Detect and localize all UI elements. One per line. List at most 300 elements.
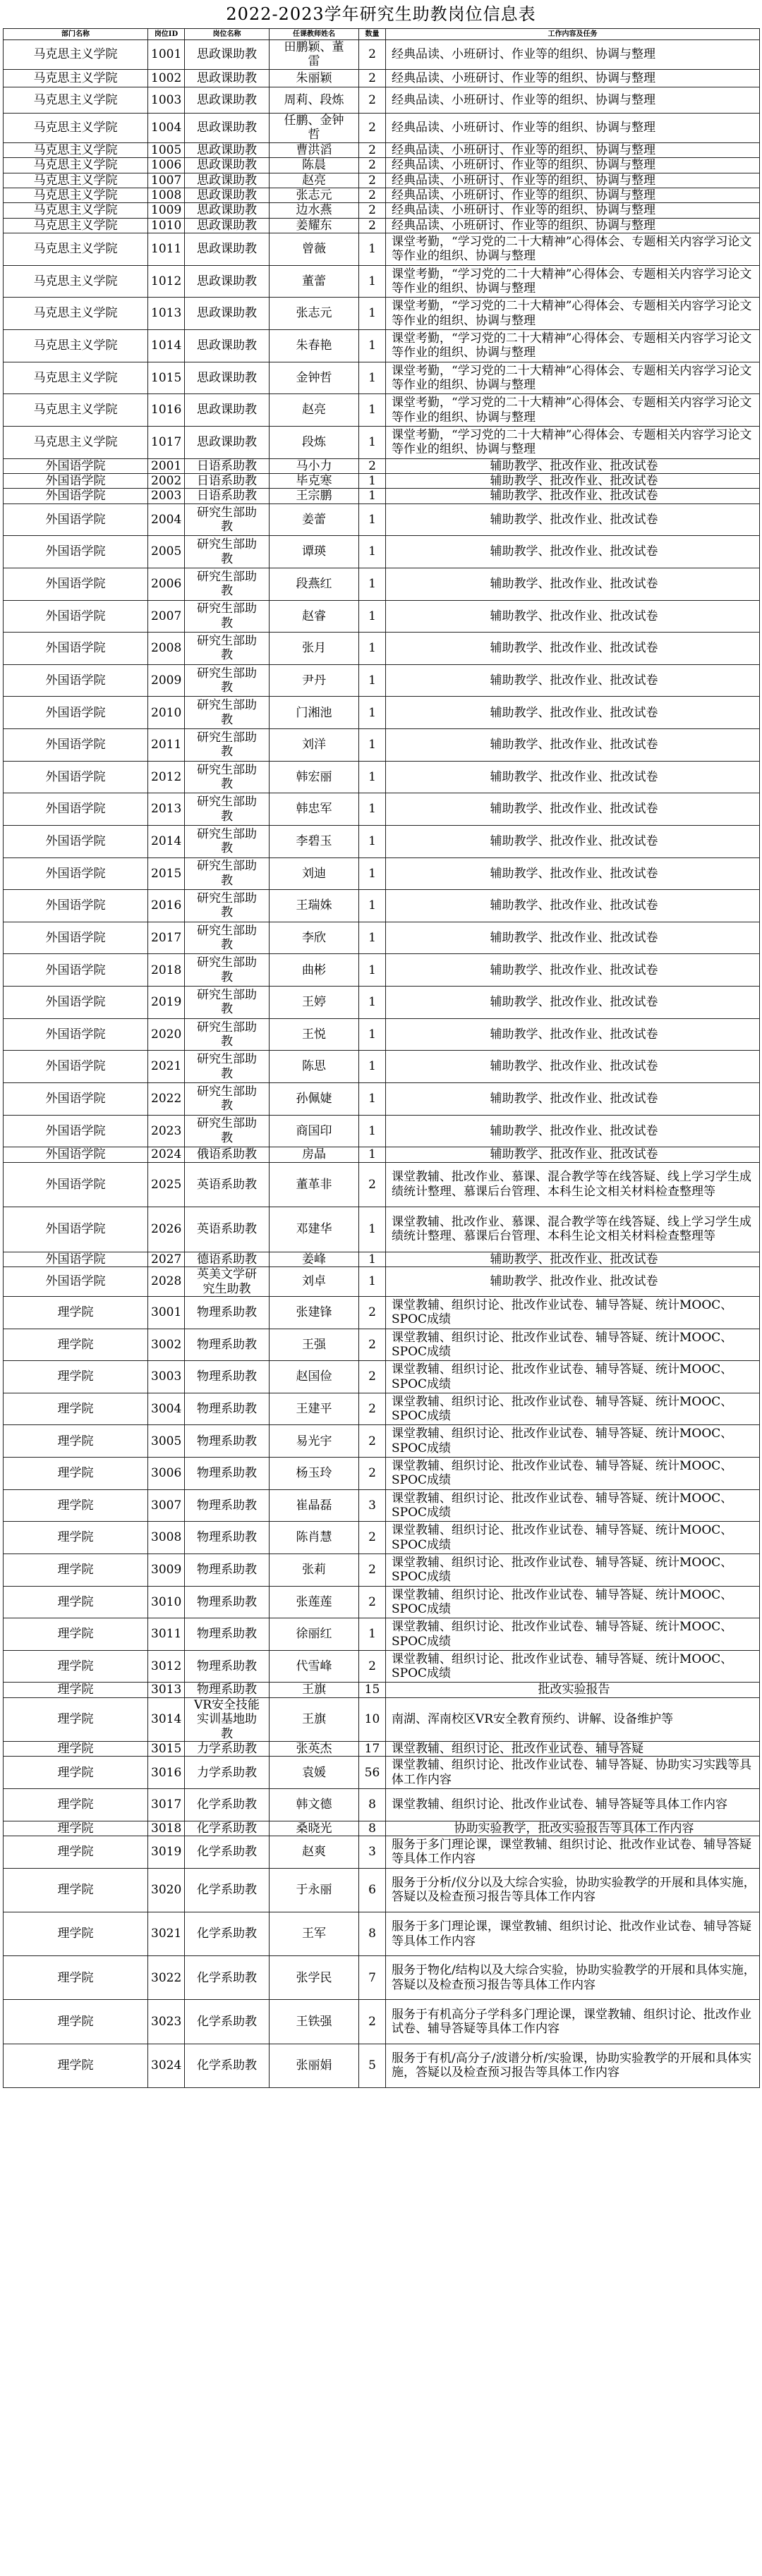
table-row bbox=[4, 1458, 760, 1490]
cell-department: 外国语学院 bbox=[4, 1147, 148, 1162]
cell-post-id: 3016 bbox=[148, 1757, 185, 1789]
cell-post-id: 2017 bbox=[148, 922, 185, 954]
cell-duties: 课堂教辅、组织讨论、批改作业试卷、辅导答疑、协助实习实践等具体工作内容 bbox=[386, 1757, 760, 1789]
cell-department: 理学院 bbox=[4, 1742, 148, 1757]
cell-department: 马克思主义学院 bbox=[4, 69, 148, 87]
cell-duties: 辅助教学、批改作业、批改试卷 bbox=[386, 1115, 760, 1147]
cell-post-id: 1006 bbox=[148, 158, 185, 173]
cell-post-name: 化学系助教 bbox=[185, 1836, 270, 1869]
table-row bbox=[4, 1821, 760, 1836]
cell-post-id: 3011 bbox=[148, 1618, 185, 1651]
cell-teacher: 徐丽红 bbox=[270, 1618, 359, 1651]
cell-post-name: 研究生部助 教 bbox=[185, 600, 270, 633]
cell-duties: 课堂教辅、组织讨论、批改作业试卷、辅导答疑 bbox=[386, 1742, 760, 1757]
cell-post-id: 2026 bbox=[148, 1207, 185, 1252]
cell-quantity: 2 bbox=[359, 1393, 386, 1425]
table-row bbox=[4, 1586, 760, 1618]
cell-teacher: 王军 bbox=[270, 1912, 359, 1955]
cell-department: 理学院 bbox=[4, 1393, 148, 1425]
table-row bbox=[4, 1361, 760, 1393]
cell-post-id: 2014 bbox=[148, 825, 185, 857]
cell-department: 理学院 bbox=[4, 1757, 148, 1789]
cell-teacher: 曲彬 bbox=[270, 954, 359, 987]
table-row bbox=[4, 1147, 760, 1162]
table-row bbox=[4, 394, 760, 427]
cell-department: 理学院 bbox=[4, 1522, 148, 1554]
cell-teacher: 王旗 bbox=[270, 1683, 359, 1697]
cell-department: 理学院 bbox=[4, 2044, 148, 2087]
cell-post-id: 3010 bbox=[148, 1586, 185, 1618]
cell-teacher: 刘迪 bbox=[270, 857, 359, 890]
table-row bbox=[4, 265, 760, 298]
cell-quantity: 1 bbox=[359, 426, 386, 458]
cell-duties: 协助实验教学，批改实验报告等具体工作内容 bbox=[386, 1821, 760, 1836]
cell-duties: 经典品读、小班研讨、作业等的组织、协调与整理 bbox=[386, 188, 760, 202]
cell-post-id: 2001 bbox=[148, 458, 185, 473]
cell-department: 马克思主义学院 bbox=[4, 265, 148, 298]
cell-duties: 课堂考勤，“学习党的二十大精神”心得体会、专题相关内容学习论文等作业的组织、协调与整理 bbox=[386, 394, 760, 427]
cell-post-id: 2019 bbox=[148, 987, 185, 1019]
cell-duties: 辅助教学、批改作业、批改试卷 bbox=[386, 1267, 760, 1297]
cell-post-name: 物理系助教 bbox=[185, 1329, 270, 1361]
cell-department: 外国语学院 bbox=[4, 1207, 148, 1252]
cell-department: 外国语学院 bbox=[4, 568, 148, 600]
cell-teacher: 易光宇 bbox=[270, 1425, 359, 1458]
cell-duties: 辅助教学、批改作业、批改试卷 bbox=[386, 857, 760, 890]
cell-post-id: 1003 bbox=[148, 87, 185, 113]
cell-teacher: 曾薇 bbox=[270, 233, 359, 266]
cell-teacher: 桑晓光 bbox=[270, 1821, 359, 1836]
cell-quantity: 1 bbox=[359, 568, 386, 600]
table-row bbox=[4, 729, 760, 762]
cell-teacher: 李碧玉 bbox=[270, 825, 359, 857]
cell-duties: 辅助教学、批改作业、批改试卷 bbox=[386, 729, 760, 762]
cell-duties: 服务于分析/仪分以及大综合实验，协助实验教学的开展和具体实施，答疑以及检查预习报告等具体工作内容 bbox=[386, 1868, 760, 1912]
cell-department: 外国语学院 bbox=[4, 1162, 148, 1207]
cell-department: 理学院 bbox=[4, 1650, 148, 1683]
cell-post-name: 思政课助教 bbox=[185, 158, 270, 173]
cell-post-id: 2003 bbox=[148, 489, 185, 503]
cell-teacher: 朱丽颖 bbox=[270, 69, 359, 87]
cell-quantity: 5 bbox=[359, 2044, 386, 2087]
cell-post-name: 日语系助教 bbox=[185, 458, 270, 473]
cell-post-name: 思政课助教 bbox=[185, 265, 270, 298]
cell-post-id: 3023 bbox=[148, 2000, 185, 2044]
table-row bbox=[4, 1868, 760, 1912]
cell-teacher: 王婷 bbox=[270, 987, 359, 1019]
cell-quantity: 1 bbox=[359, 954, 386, 987]
cell-post-name: 思政课助教 bbox=[185, 362, 270, 394]
table-row bbox=[4, 87, 760, 113]
cell-duties: 辅助教学、批改作业、批改试卷 bbox=[386, 1018, 760, 1051]
cell-quantity: 2 bbox=[359, 142, 386, 157]
cell-post-id: 3024 bbox=[148, 2044, 185, 2087]
cell-teacher: 韩宏丽 bbox=[270, 761, 359, 793]
cell-duties: 服务于多门理论课，课堂教辅、组织讨论、批改作业试卷、辅导答疑等具体工作内容 bbox=[386, 1836, 760, 1869]
cell-quantity: 2 bbox=[359, 173, 386, 188]
cell-department: 外国语学院 bbox=[4, 697, 148, 729]
cell-post-id: 2016 bbox=[148, 890, 185, 922]
table-row bbox=[4, 1489, 760, 1522]
cell-post-id: 3013 bbox=[148, 1683, 185, 1697]
cell-duties: 课堂考勤，“学习党的二十大精神”心得体会、专题相关内容学习论文等作业的组织、协调与整理 bbox=[386, 265, 760, 298]
table-row bbox=[4, 954, 760, 987]
cell-department: 马克思主义学院 bbox=[4, 158, 148, 173]
table-row bbox=[4, 1115, 760, 1147]
cell-post-name: 思政课助教 bbox=[185, 233, 270, 266]
cell-department: 外国语学院 bbox=[4, 761, 148, 793]
cell-department: 理学院 bbox=[4, 1553, 148, 1586]
cell-quantity: 1 bbox=[359, 1051, 386, 1083]
cell-department: 马克思主义学院 bbox=[4, 142, 148, 157]
cell-post-id: 1017 bbox=[148, 426, 185, 458]
cell-quantity: 8 bbox=[359, 1912, 386, 1955]
table-row bbox=[4, 922, 760, 954]
table-row bbox=[4, 489, 760, 503]
table-body bbox=[4, 40, 760, 2088]
cell-duties: 辅助教学、批改作业、批改试卷 bbox=[386, 697, 760, 729]
cell-post-id: 2022 bbox=[148, 1082, 185, 1115]
cell-department: 外国语学院 bbox=[4, 793, 148, 826]
cell-quantity: 3 bbox=[359, 1489, 386, 1522]
cell-teacher: 于永丽 bbox=[270, 1868, 359, 1912]
cell-quantity: 2 bbox=[359, 1296, 386, 1329]
cell-post-name: 研究生部助 教 bbox=[185, 1051, 270, 1083]
cell-department: 马克思主义学院 bbox=[4, 173, 148, 188]
cell-quantity: 1 bbox=[359, 362, 386, 394]
cell-post-id: 3001 bbox=[148, 1296, 185, 1329]
cell-post-name: 思政课助教 bbox=[185, 218, 270, 233]
cell-quantity: 1 bbox=[359, 729, 386, 762]
cell-department: 理学院 bbox=[4, 1956, 148, 2000]
cell-duties: 经典品读、小班研讨、作业等的组织、协调与整理 bbox=[386, 40, 760, 70]
cell-post-id: 3008 bbox=[148, 1522, 185, 1554]
cell-quantity: 1 bbox=[359, 265, 386, 298]
cell-quantity: 2 bbox=[359, 1329, 386, 1361]
cell-duties: 经典品读、小班研讨、作业等的组织、协调与整理 bbox=[386, 203, 760, 218]
cell-post-name: 化学系助教 bbox=[185, 1912, 270, 1955]
cell-post-id: 2020 bbox=[148, 1018, 185, 1051]
cell-teacher: 王宗鹏 bbox=[270, 489, 359, 503]
cell-duties: 辅助教学、批改作业、批改试卷 bbox=[386, 568, 760, 600]
cell-teacher: 王悦 bbox=[270, 1018, 359, 1051]
cell-teacher: 赵亮 bbox=[270, 173, 359, 188]
cell-post-id: 1016 bbox=[148, 394, 185, 427]
cell-quantity: 2 bbox=[359, 158, 386, 173]
cell-department: 外国语学院 bbox=[4, 489, 148, 503]
cell-teacher: 田鹏颖、董 雷 bbox=[270, 40, 359, 70]
cell-teacher: 边水燕 bbox=[270, 203, 359, 218]
cell-teacher: 朱春艳 bbox=[270, 330, 359, 362]
table-row bbox=[4, 761, 760, 793]
cell-teacher: 袁媛 bbox=[270, 1757, 359, 1789]
cell-teacher: 赵睿 bbox=[270, 600, 359, 633]
cell-teacher: 张志元 bbox=[270, 188, 359, 202]
cell-quantity: 2 bbox=[359, 458, 386, 473]
cell-quantity: 2 bbox=[359, 69, 386, 87]
cell-post-name: 研究生部助 教 bbox=[185, 890, 270, 922]
cell-post-name: 思政课助教 bbox=[185, 330, 270, 362]
cell-post-id: 1013 bbox=[148, 298, 185, 330]
cell-department: 马克思主义学院 bbox=[4, 87, 148, 113]
cell-quantity: 1 bbox=[359, 503, 386, 536]
cell-duties: 辅助教学、批改作业、批改试卷 bbox=[386, 458, 760, 473]
table-row bbox=[4, 298, 760, 330]
table-row bbox=[4, 1082, 760, 1115]
cell-duties: 辅助教学、批改作业、批改试卷 bbox=[386, 664, 760, 697]
cell-post-name: 研究生部助 教 bbox=[185, 729, 270, 762]
table-row bbox=[4, 1018, 760, 1051]
cell-duties: 课堂考勤，“学习党的二十大精神”心得体会、专题相关内容学习论文等作业的组织、协调与整理 bbox=[386, 233, 760, 266]
cell-teacher: 王强 bbox=[270, 1329, 359, 1361]
cell-teacher: 尹丹 bbox=[270, 664, 359, 697]
cell-teacher: 赵亮 bbox=[270, 394, 359, 427]
cell-duties: 课堂教辅、批改作业、慕课、混合教学等在线答疑、线上学习学生成绩统计整理、慕课后台管理、本科生论文相关材料检查整理等 bbox=[386, 1207, 760, 1252]
cell-duties: 辅助教学、批改作业、批改试卷 bbox=[386, 922, 760, 954]
cell-quantity: 10 bbox=[359, 1697, 386, 1741]
cell-department: 外国语学院 bbox=[4, 503, 148, 536]
cell-duties: 辅助教学、批改作业、批改试卷 bbox=[386, 489, 760, 503]
cell-department: 外国语学院 bbox=[4, 729, 148, 762]
cell-teacher: 陈晨 bbox=[270, 158, 359, 173]
table-row bbox=[4, 158, 760, 173]
cell-post-id: 3014 bbox=[148, 1697, 185, 1741]
cell-quantity: 2 bbox=[359, 1361, 386, 1393]
cell-quantity: 1 bbox=[359, 633, 386, 665]
cell-post-name: 研究生部助 教 bbox=[185, 987, 270, 1019]
cell-teacher: 董蕾 bbox=[270, 265, 359, 298]
cell-post-id: 3012 bbox=[148, 1650, 185, 1683]
cell-post-name: 物理系助教 bbox=[185, 1393, 270, 1425]
cell-quantity: 1 bbox=[359, 1018, 386, 1051]
cell-teacher: 商国印 bbox=[270, 1115, 359, 1147]
cell-department: 马克思主义学院 bbox=[4, 40, 148, 70]
table-row bbox=[4, 1296, 760, 1329]
cell-department: 外国语学院 bbox=[4, 922, 148, 954]
cell-post-id: 3018 bbox=[148, 1821, 185, 1836]
cell-post-id: 1011 bbox=[148, 233, 185, 266]
table-row bbox=[4, 536, 760, 568]
table-header bbox=[4, 29, 760, 40]
cell-teacher: 姜峰 bbox=[270, 1252, 359, 1266]
cell-duties: 课堂教辅、组织讨论、批改作业试卷、辅导答疑、统计MOOC、SPOC成绩 bbox=[386, 1361, 760, 1393]
table-row bbox=[4, 1162, 760, 1207]
cell-teacher: 任鹏、金钟 哲 bbox=[270, 114, 359, 143]
cell-duties: 课堂教辅、组织讨论、批改作业试卷、辅导答疑、统计MOOC、SPOC成绩 bbox=[386, 1489, 760, 1522]
cell-duties: 辅助教学、批改作业、批改试卷 bbox=[386, 536, 760, 568]
cell-teacher: 张建锋 bbox=[270, 1296, 359, 1329]
cell-quantity: 1 bbox=[359, 473, 386, 488]
cell-post-name: 思政课助教 bbox=[185, 203, 270, 218]
cell-post-name: 物理系助教 bbox=[185, 1618, 270, 1651]
cell-quantity: 7 bbox=[359, 1956, 386, 2000]
cell-quantity: 1 bbox=[359, 1207, 386, 1252]
cell-post-id: 1014 bbox=[148, 330, 185, 362]
table-row bbox=[4, 1697, 760, 1741]
cell-teacher: 杨玉玲 bbox=[270, 1458, 359, 1490]
cell-duties: 经典品读、小班研讨、作业等的组织、协调与整理 bbox=[386, 114, 760, 143]
table-row bbox=[4, 600, 760, 633]
cell-teacher: 段炼 bbox=[270, 426, 359, 458]
table-row bbox=[4, 503, 760, 536]
cell-duties: 课堂考勤，“学习党的二十大精神”心得体会、专题相关内容学习论文等作业的组织、协调与整理 bbox=[386, 330, 760, 362]
cell-department: 外国语学院 bbox=[4, 1267, 148, 1297]
cell-quantity: 2 bbox=[359, 188, 386, 202]
cell-teacher: 段燕红 bbox=[270, 568, 359, 600]
cell-quantity: 1 bbox=[359, 330, 386, 362]
cell-post-name: 研究生部助 教 bbox=[185, 761, 270, 793]
cell-duties: 辅助教学、批改作业、批改试卷 bbox=[386, 600, 760, 633]
cell-post-name: 思政课助教 bbox=[185, 173, 270, 188]
cell-teacher: 王铁强 bbox=[270, 2000, 359, 2044]
cell-department: 理学院 bbox=[4, 1789, 148, 1821]
cell-duties: 南湖、浑南校区VR安全教育预约、讲解、设备维护等 bbox=[386, 1697, 760, 1741]
cell-quantity: 8 bbox=[359, 1789, 386, 1821]
cell-post-name: 物理系助教 bbox=[185, 1361, 270, 1393]
cell-post-name: 化学系助教 bbox=[185, 1868, 270, 1912]
cell-teacher: 周莉、段炼 bbox=[270, 87, 359, 113]
cell-duties: 辅助教学、批改作业、批改试卷 bbox=[386, 761, 760, 793]
table-row bbox=[4, 40, 760, 70]
cell-post-id: 1002 bbox=[148, 69, 185, 87]
cell-teacher: 刘卓 bbox=[270, 1267, 359, 1297]
cell-post-name: 英美文学研 究生助教 bbox=[185, 1267, 270, 1297]
cell-post-id: 1008 bbox=[148, 188, 185, 202]
cell-teacher: 王瑞姝 bbox=[270, 890, 359, 922]
cell-department: 外国语学院 bbox=[4, 1051, 148, 1083]
cell-duties: 课堂教辅、批改作业、慕课、混合教学等在线答疑、线上学习学生成绩统计整理、慕课后台管理、本科生论文相关材料检查整理等 bbox=[386, 1162, 760, 1207]
table-row bbox=[4, 473, 760, 488]
cell-quantity: 2 bbox=[359, 87, 386, 113]
cell-department: 理学院 bbox=[4, 1697, 148, 1741]
cell-quantity: 1 bbox=[359, 890, 386, 922]
header-department: 部门名称 bbox=[4, 29, 148, 40]
cell-post-name: 物理系助教 bbox=[185, 1650, 270, 1683]
cell-quantity: 2 bbox=[359, 1586, 386, 1618]
table-row bbox=[4, 1650, 760, 1683]
cell-duties: 辅助教学、批改作业、批改试卷 bbox=[386, 825, 760, 857]
cell-post-name: 思政课助教 bbox=[185, 87, 270, 113]
cell-duties: 服务于物化/结构以及大综合实验，协助实验教学的开展和具体实施，答疑以及检查预习报告等具体工作内容 bbox=[386, 1956, 760, 2000]
cell-department: 外国语学院 bbox=[4, 473, 148, 488]
table-row bbox=[4, 890, 760, 922]
cell-post-id: 2010 bbox=[148, 697, 185, 729]
cell-post-name: 研究生部助 教 bbox=[185, 536, 270, 568]
cell-quantity: 2 bbox=[359, 203, 386, 218]
cell-teacher: 韩忠军 bbox=[270, 793, 359, 826]
cell-department: 马克思主义学院 bbox=[4, 218, 148, 233]
cell-quantity: 1 bbox=[359, 857, 386, 890]
cell-post-id: 2004 bbox=[148, 503, 185, 536]
table-row bbox=[4, 633, 760, 665]
cell-duties: 辅助教学、批改作业、批改试卷 bbox=[386, 1252, 760, 1266]
table-row bbox=[4, 1522, 760, 1554]
cell-quantity: 8 bbox=[359, 1821, 386, 1836]
cell-quantity: 1 bbox=[359, 600, 386, 633]
cell-post-name: 研究生部助 教 bbox=[185, 1018, 270, 1051]
table-row bbox=[4, 857, 760, 890]
cell-quantity: 1 bbox=[359, 1252, 386, 1266]
table-row bbox=[4, 568, 760, 600]
cell-post-name: 化学系助教 bbox=[185, 1821, 270, 1836]
cell-post-name: 研究生部助 教 bbox=[185, 857, 270, 890]
cell-post-id: 1004 bbox=[148, 114, 185, 143]
table-row bbox=[4, 203, 760, 218]
cell-post-id: 3015 bbox=[148, 1742, 185, 1757]
header-row bbox=[4, 29, 760, 40]
cell-post-name: 研究生部助 教 bbox=[185, 503, 270, 536]
cell-quantity: 17 bbox=[359, 1742, 386, 1757]
cell-duties: 经典品读、小班研讨、作业等的组织、协调与整理 bbox=[386, 142, 760, 157]
cell-duties: 课堂考勤，“学习党的二十大精神”心得体会、专题相关内容学习论文等作业的组织、协调与整理 bbox=[386, 298, 760, 330]
table-row bbox=[4, 458, 760, 473]
cell-teacher: 马小力 bbox=[270, 458, 359, 473]
table-row bbox=[4, 233, 760, 266]
cell-quantity: 1 bbox=[359, 1147, 386, 1162]
cell-teacher: 代雪峰 bbox=[270, 1650, 359, 1683]
cell-post-id: 2002 bbox=[148, 473, 185, 488]
cell-teacher: 房晶 bbox=[270, 1147, 359, 1162]
cell-duties: 课堂教辅、组织讨论、批改作业试卷、辅导答疑、统计MOOC、SPOC成绩 bbox=[386, 1650, 760, 1683]
cell-duties: 辅助教学、批改作业、批改试卷 bbox=[386, 954, 760, 987]
cell-department: 外国语学院 bbox=[4, 633, 148, 665]
cell-quantity: 1 bbox=[359, 536, 386, 568]
cell-post-id: 2012 bbox=[148, 761, 185, 793]
header-quantity: 数量 bbox=[359, 29, 386, 40]
cell-quantity: 56 bbox=[359, 1757, 386, 1789]
cell-post-name: 力学系助教 bbox=[185, 1757, 270, 1789]
cell-quantity: 2 bbox=[359, 1162, 386, 1207]
table-row bbox=[4, 1051, 760, 1083]
cell-quantity: 1 bbox=[359, 825, 386, 857]
cell-department: 外国语学院 bbox=[4, 458, 148, 473]
cell-duties: 辅助教学、批改作业、批改试卷 bbox=[386, 1082, 760, 1115]
cell-department: 外国语学院 bbox=[4, 857, 148, 890]
cell-department: 理学院 bbox=[4, 1912, 148, 1955]
cell-post-name: 化学系助教 bbox=[185, 1789, 270, 1821]
cell-duties: 经典品读、小班研讨、作业等的组织、协调与整理 bbox=[386, 218, 760, 233]
cell-post-name: 物理系助教 bbox=[185, 1522, 270, 1554]
table-row bbox=[4, 1683, 760, 1697]
cell-quantity: 1 bbox=[359, 1082, 386, 1115]
cell-post-name: 思政课助教 bbox=[185, 188, 270, 202]
cell-teacher: 张英杰 bbox=[270, 1742, 359, 1757]
cell-quantity: 3 bbox=[359, 1836, 386, 1869]
cell-post-name: 英语系助教 bbox=[185, 1162, 270, 1207]
cell-department: 理学院 bbox=[4, 1458, 148, 1490]
cell-teacher: 张志元 bbox=[270, 298, 359, 330]
table-row bbox=[4, 664, 760, 697]
cell-department: 马克思主义学院 bbox=[4, 330, 148, 362]
cell-post-id: 2025 bbox=[148, 1162, 185, 1207]
cell-department: 外国语学院 bbox=[4, 987, 148, 1019]
cell-duties: 辅助教学、批改作业、批改试卷 bbox=[386, 633, 760, 665]
cell-teacher: 张丽娟 bbox=[270, 2044, 359, 2087]
cell-duties: 辅助教学、批改作业、批改试卷 bbox=[386, 503, 760, 536]
table-row bbox=[4, 218, 760, 233]
cell-post-id: 1015 bbox=[148, 362, 185, 394]
cell-post-name: 物理系助教 bbox=[185, 1425, 270, 1458]
cell-teacher: 赵爽 bbox=[270, 1836, 359, 1869]
cell-post-id: 2008 bbox=[148, 633, 185, 665]
cell-teacher: 张莉 bbox=[270, 1553, 359, 1586]
cell-post-id: 3019 bbox=[148, 1836, 185, 1869]
cell-department: 理学院 bbox=[4, 1821, 148, 1836]
cell-quantity: 1 bbox=[359, 1618, 386, 1651]
cell-post-id: 1001 bbox=[148, 40, 185, 70]
table-row bbox=[4, 697, 760, 729]
cell-quantity: 2 bbox=[359, 1553, 386, 1586]
